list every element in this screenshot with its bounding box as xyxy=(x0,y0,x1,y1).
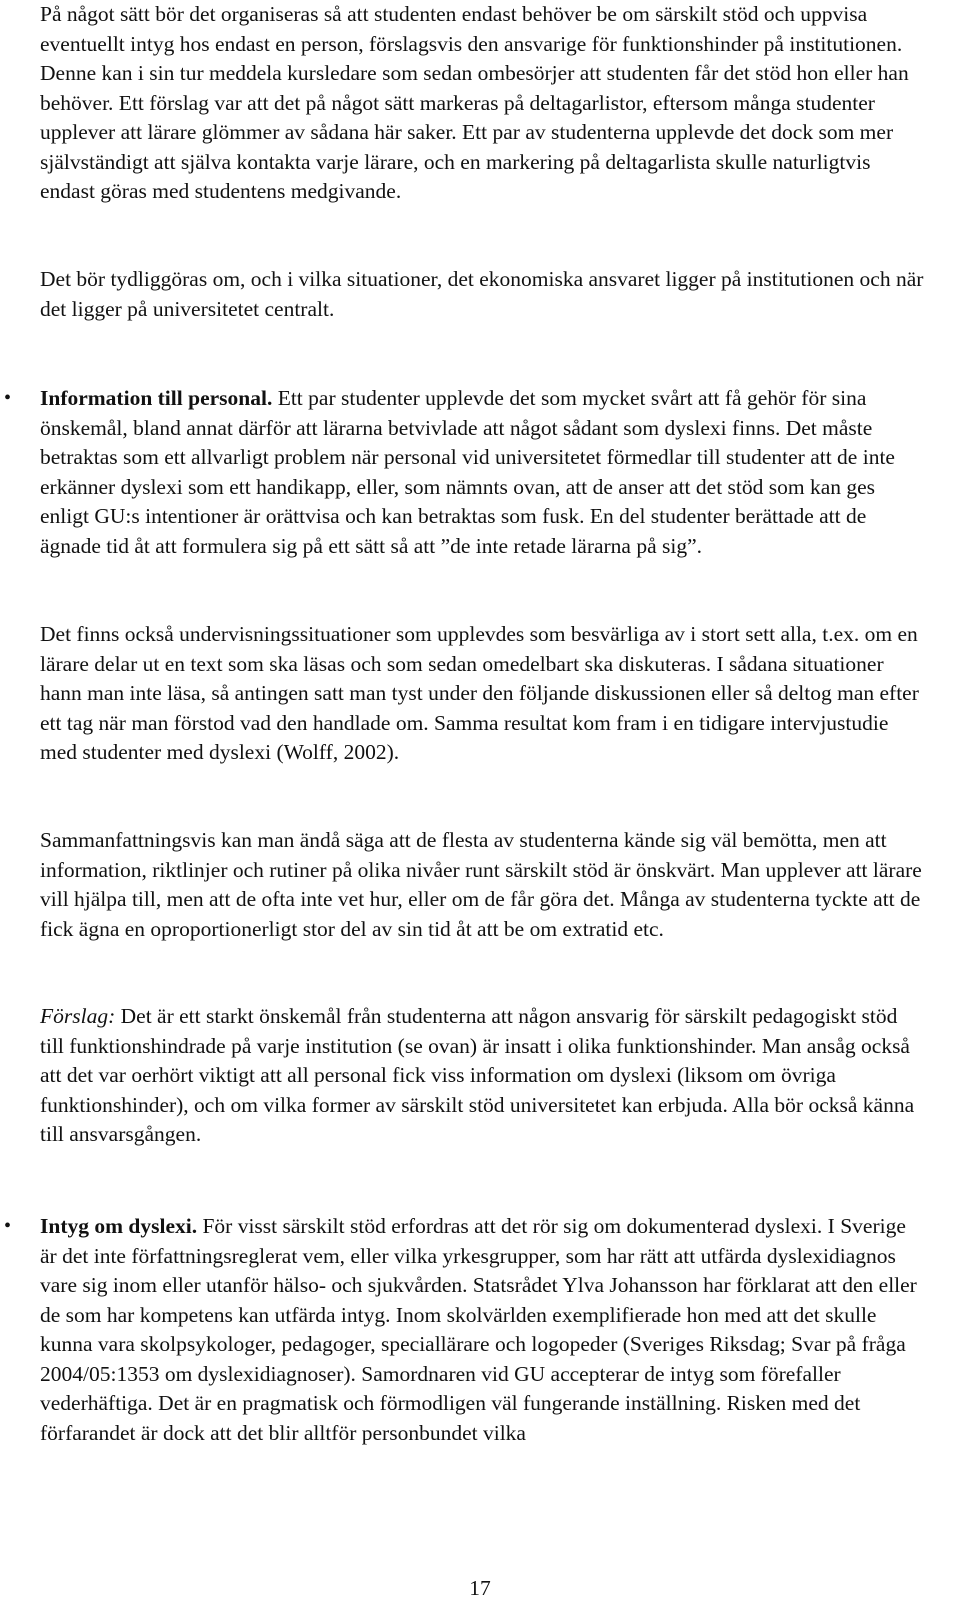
bullet-paragraph xyxy=(40,384,926,561)
proposal-text: Det är ett starkt önskemål från studenterna att någon ansvarig för särskilt pedagogiskt stöd till funktionshindrade på varje institution (se ovan) är insatt i olika funktionshinder. Man ansåg också att det var oerhört viktigt att all personal fick viss information om dyslexi (liksom om övriga funktionshinder), och om vilka former av särskilt stöd universitetet kan erbjuda. Alla bör också känna till ansvarsgången. xyxy=(40,1004,915,1146)
bullet-text: Ett par studenter upplevde det som mycket svårt att få gehör för sina önskemål, bland annat därför att lärarna betvivlade att något sådant som dyslexi finns. Det måste betraktas som ett allvarligt problem när personal vid universitetet förmedlar till studenter att de inte erkänner dyslexi som ett handikapp, eller, som nämnts ovan, att de anser att det stöd som kan ges enligt GU:s intentioner är orättvisa och kan betraktas som fusk. En del studenter berättade att de ägnade tid åt att formulera sig på ett sätt så att ”de inte retade lärarna på sig”. xyxy=(40,386,895,558)
bullet-heading: Information till personal. xyxy=(40,386,273,410)
proposal-label: Förslag: xyxy=(40,1004,116,1028)
bullet-heading: Intyg om dyslexi. xyxy=(40,1214,198,1238)
paragraph-summary: Sammanfattningsvis kan man ändå säga att de flesta av studenterna kände sig väl bemötta, men att information, riktlinjer och rutiner på olika nivåer runt särskilt stöd är önskvärt. Man upplever att lärare vill hjälpa till, men att de ofta inte vet hur, eller om de får göra det. Många av studenterna tyckte att de fick ägna en oproportionerligt stor del av sin tid åt att be om extratid etc. xyxy=(40,828,922,941)
paragraph-economic-responsibility: Det bör tydliggöras om, och i vilka situationer, det ekonomiska ansvaret ligger på institutionen och när det ligger på universitetet centralt. xyxy=(40,267,924,321)
bullet-marker: • xyxy=(4,387,12,409)
bullet-marker: • xyxy=(4,1215,12,1237)
bullet-paragraph xyxy=(40,1212,926,1448)
paragraph-proposal xyxy=(40,1002,926,1150)
page-number: 17 xyxy=(469,1576,491,1600)
paragraph-support-coordination: På något sätt bör det organiseras så att studenten endast behöver be om särskilt stöd och uppvisa eventuellt intyg hos endast en person, förslagsvis den ansvarige för funktionshinder på institutionen. Denne kan i sin tur meddela kursledare som sedan ombesörjer att studenten får det stöd hon eller han behöver. Ett förslag var att det på något sätt markeras på deltagarlistor, eftersom många studenter upplever att lärare glömmer av sådana här saker. Ett par av studenterna upplevde det dock som mer självständigt att själva kontakta varje lärare, och en markering på deltagarlista skulle naturligtvis endast göras med studentens medgivande. xyxy=(40,2,909,203)
paragraph-teaching-situations: Det finns också undervisningssituationer som upplevdes som besvärliga av i stort sett alla, t.ex. om en lärare delar ut en text som ska läsas och som sedan omedelbart ska diskuteras. I sådana situationer hann man inte läsa, så antingen satt man tyst under den följande diskussionen eller så deltog man efter ett tag när man förstod vad den handlade om. Samma resultat kom fram i en tidigare intervjustudie med studenter med dyslexi (Wolff, 2002). xyxy=(40,622,919,764)
bullet-text: För visst särskilt stöd erfordras att det rör sig om dokumenterad dyslexi. I Sverige är det inte författningsreglerat vem, eller vilka yrkesgrupper, som har rätt att utfärda dyslexidiagnos vare sig inom eller utanför hälso- och sjukvården. Statsrådet Ylva Johansson har förklarat att den eller de som har kompetens kan utfärda intyg. Inom skolvärlden exemplifierade hon med att det skulle kunna vara skolpsykologer, pedagoger, speciallärare och logopeder (Sveriges Riksdag; Svar på fråga 2004/05:1353 om dyslexidiagnoser). Samordnaren vid GU accepterar de intyg som förefaller vederhäftiga. Det är en pragmatisk och förmodligen väl fungerande inställning. Risken med det förfarandet är dock att det blir alltför personbundet vilka xyxy=(40,1214,917,1445)
